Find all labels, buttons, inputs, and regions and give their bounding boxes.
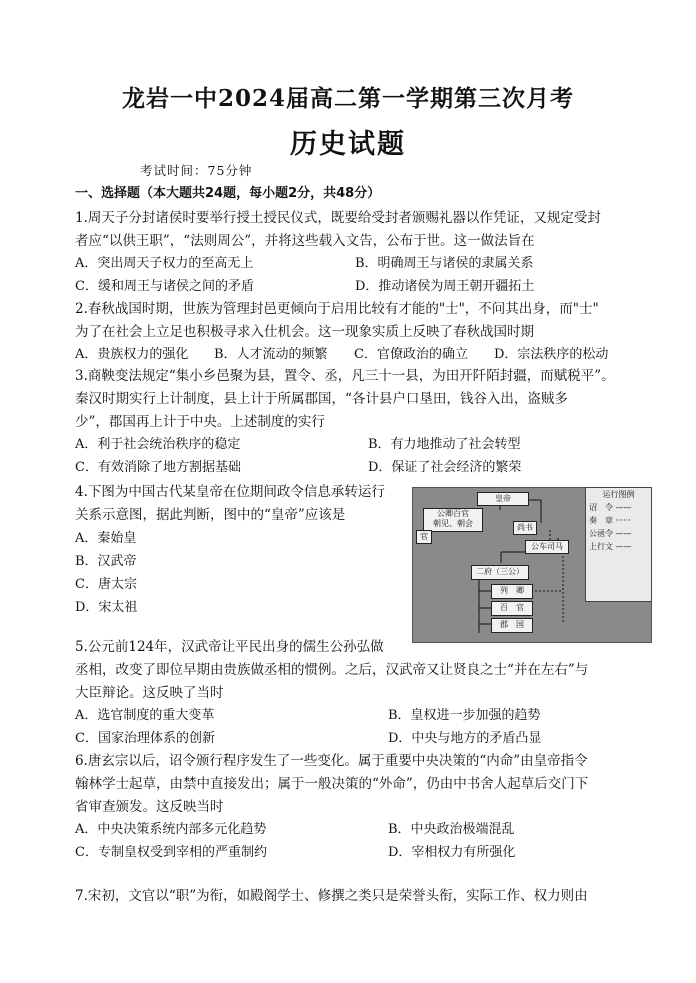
section-heading: 一、选择题（本大题共24题，每小题2分，共48分） — [75, 186, 381, 201]
junguo-box: 郡 国 — [491, 618, 533, 633]
q1-option-a: A．突出周天子权力的至高无上 — [75, 256, 254, 271]
q5-option-b: B．皇权进一步加强的趋势 — [388, 708, 541, 723]
subject-title: 历史试题 — [290, 129, 406, 160]
q6-option-a: A．中央决策系统内部多元化趋势 — [75, 822, 267, 837]
court-officials-box — [423, 508, 483, 532]
q4-option-b: B．汉武帝 — [75, 554, 137, 569]
baiguan-box: 百 官 — [491, 601, 533, 616]
q3-option-a: A．利于社会统治秩序的稳定 — [75, 437, 241, 452]
q4-option-a: A．秦始皇 — [75, 531, 137, 546]
q6-option-b: B．中央政治极端混乱 — [388, 822, 515, 837]
q2-option-b: B．人才流动的频繁 — [214, 347, 328, 362]
legend-item-edict: 诏 令 —— — [589, 503, 632, 512]
q4-stem-line1: 4.下图为中国古代某皇帝在位期间政令信息承转运行 — [75, 484, 385, 500]
gongche-sima-box: 公车司马 — [525, 540, 569, 554]
q1-option-b: B．明确周王与诸侯的隶属关系 — [355, 256, 534, 271]
exam-title: 龙岩一中2024届高二第一学期第三次月考 — [121, 85, 574, 112]
q6-stem-line1: 6.唐玄宗以后，诏令颁行程序发生了一些变化。属于重要中央决策的“内命”由皇帝指令 — [75, 753, 588, 769]
q7-stem-line1: 7.宋初，文官以“职”为衔，如殿阁学士、修撰之类只是荣誉头衔，实际工作、权力则由 — [75, 888, 588, 904]
legend-title: 运行图例 — [602, 490, 635, 499]
shangshu-box: 尚书 — [513, 521, 537, 535]
court-audience-label: 朝见、朝会 — [433, 519, 473, 528]
q2-stem-line2: 为了在社会上立足也积极寻求入仕机会。这一现象实质上反映了春秋战国时期 — [75, 324, 534, 340]
q6-option-c: C．专制皇权受到宰相的严重制约 — [75, 845, 267, 860]
q5-stem-line1: 5.公元前124年，汉武帝让平民出身的儒生公孙弘做 — [75, 639, 384, 655]
q5-stem-line2: 丞相，改变了即位早期由贵族做丞相的惯例。之后，汉武帝又让贤良之士“并在左右”与 — [75, 662, 589, 678]
legend-item-memorial: 奏 章 ······ — [589, 516, 631, 525]
q5-option-c: C．国家治理体系的创新 — [75, 731, 215, 746]
q1-option-c: C．缓和周王与诸侯之间的矛盾 — [75, 279, 254, 294]
guan-box: 官 — [416, 530, 432, 544]
q3-option-c: C．有效消除了地方割据基础 — [75, 460, 241, 475]
exam-time: 考试时间：75分钟 — [140, 163, 253, 178]
q6-stem-line2: 翰林学士起草，由禁中直接发出；属于一般决策的“外命”，仍由中书舍人起草后交门下 — [75, 776, 589, 792]
q1-stem-line1: 1.周天子分封诸侯时要举行授土授民仪式，既要给受封者颁赐礼器以作凭证，又规定受封 — [75, 210, 601, 226]
diagram-legend — [585, 487, 652, 602]
q2-stem-line1: 2.春秋战国时期，世族为管理封邑更倾向于启用比较有才能的"士"，不问其出身，而"士" — [75, 301, 599, 317]
q3-stem-line3: 少”，郡国再上计于中央。上述制度的实行 — [75, 414, 325, 430]
q3-stem-line1: 3.商鞅变法规定“集小乡邑聚为县，置令、丞，凡三十一县，为田开阡陌封疆，而赋税平”。 — [75, 368, 615, 384]
q2-option-a: A．贵族权力的强化 — [75, 347, 189, 362]
emperor-box: 皇帝 — [477, 492, 529, 506]
legend-item-official-letter: 公函令 —— — [589, 529, 632, 538]
legend-item-upward-doc: 上行文 —— — [589, 542, 632, 551]
q4-stem-line2: 关系示意图，据此判断，图中的“皇帝”应该是 — [75, 507, 346, 523]
q5-option-d: D．中央与地方的矛盾凸显 — [388, 731, 542, 746]
q6-option-d: D．宰相权力有所强化 — [388, 845, 516, 860]
q1-option-d: D．推动诸侯为周王朝开疆拓土 — [355, 279, 535, 294]
q3-option-d: D．保证了社会经济的繁荣 — [368, 460, 522, 475]
q5-option-a: A．选官制度的重大变革 — [75, 708, 215, 723]
q5-stem-line3: 大臣辩论。这反映了当时 — [75, 685, 224, 701]
q6-stem-line3: 省审查颁发。这反映当时 — [75, 799, 224, 815]
q1-stem-line2: 者应“以供王职”，“法则周公”，并将这些载入文告，公布于世。这一做法旨在 — [75, 233, 535, 249]
q3-stem-line2: 秦汉时期实行上计制度，县上计于所属郡国，“各计县户口垦田，钱谷入出，盗贼多 — [75, 391, 568, 407]
q3-option-b: B．有力地推动了社会转型 — [368, 437, 521, 452]
q2-option-d: D．宗法秩序的松动 — [494, 347, 609, 362]
q4-option-d: D．宋太祖 — [75, 600, 138, 615]
court-officials-label: 公卿百官 — [437, 509, 469, 518]
q4-option-c: C．唐太宗 — [75, 577, 137, 592]
q2-option-c: C．官僚政治的确立 — [354, 347, 468, 362]
lieqing-box: 列 卿 — [491, 584, 533, 599]
erfu-box: 二府（三公） — [471, 565, 529, 580]
